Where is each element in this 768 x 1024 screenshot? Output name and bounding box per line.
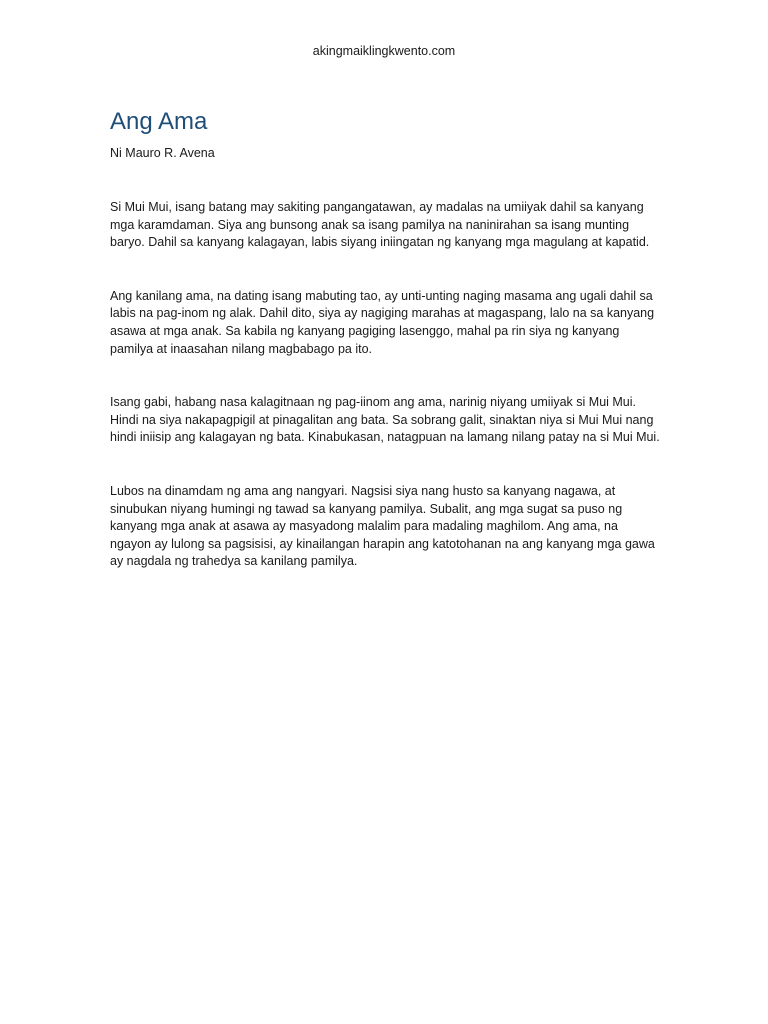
story-paragraph-2: Ang kanilang ama, na dating isang mabuting tao, ay unti-unting naging masama ang ugali dahil sa labis na pag-inom ng alak. Dahil dito, siya ay nagiging marahas at magaspang, lalo na sa kanyang asawa at mga anak. Sa kabila ng kanyang pagiging lasenggo, mahal pa rin siya ng kanyang pamilya at inaasahan nilang magbabago pa ito. <box>110 288 655 356</box>
site-header: akingmaiklingkwento.com <box>312 44 456 58</box>
story-author: Ni Mauro R. Avena <box>110 146 215 160</box>
story-body <box>110 199 662 607</box>
story-paragraph-1: Si Mui Mui, isang batang may sakiting pangangatawan, ay madalas na umiiyak dahil sa kanyang mga karamdaman. Siya ang bunsong anak sa isang pamilya na naninirahan sa isang munting baryo. Dahil sa kanyang kalagayan, labis siyang iniingatan ng kanyang mga magulang at kapatid. <box>110 200 650 250</box>
story-paragraph-4: Lubos na dinamdam ng ama ang nangyari. Nagsisi siya nang husto sa kanyang nagawa, at sinubukan niyang humingi ng tawad sa kanyang pamilya. Subalit, ang mga sugat sa puso ng kanyang mga anak at asawa ay masyadong malalim para madaling maghilom. Ang ama, na ngayon ay lulong sa pagsisisi, ay kinailangan harapin ang katotohanan na ang kanyang mga gawa ay nagdala ng trahedya sa kanilang pamilya. <box>110 483 655 569</box>
story-paragraph-3: Isang gabi, habang nasa kalagitnaan ng pag-iinom ang ama, narinig niyang umiiyak si Mui Mui. Hindi na siya nakapagpigil at pinagalitan ang bata. Sa sobrang galit, sinaktan niya si Mui Mui nang hindi iniisip ang kalagayan ng bata. Kinabukasan, natagpuan na lamang nilang patay na si Mui Mui. <box>110 395 660 445</box>
story-title: Ang Ama <box>110 108 208 135</box>
